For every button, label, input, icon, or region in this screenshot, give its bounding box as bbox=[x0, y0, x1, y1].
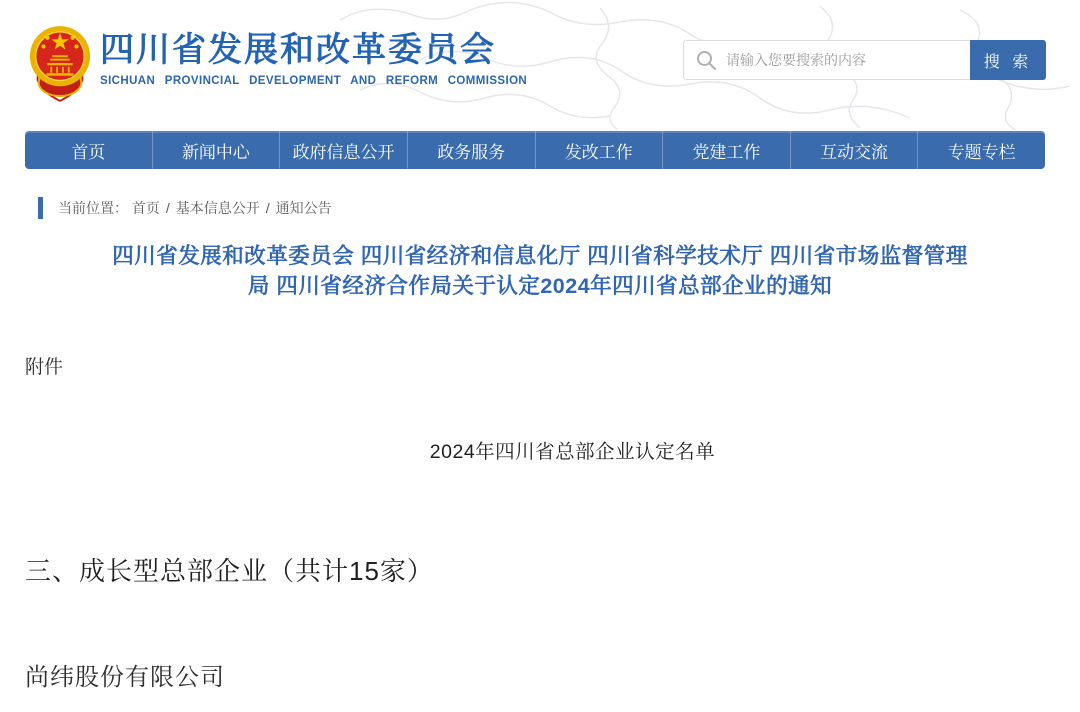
nav-item-news[interactable]: 新闻中心 bbox=[152, 131, 280, 169]
search-icon bbox=[695, 49, 717, 71]
breadcrumb-separator: / bbox=[165, 200, 170, 216]
breadcrumb-accent-bar bbox=[38, 197, 43, 219]
nav-item-party-building[interactable]: 党建工作 bbox=[662, 131, 790, 169]
site-title-english: SICHUAN PROVINCIAL DEVELOPMENT AND REFORM COMMISSION bbox=[100, 75, 528, 87]
breadcrumb-link-notices[interactable]: 通知公告 bbox=[275, 200, 332, 216]
breadcrumb-separator: / bbox=[265, 200, 270, 216]
nav-item-special-topics[interactable]: 专题专栏 bbox=[917, 131, 1045, 169]
search-button[interactable]: 搜 索 bbox=[970, 40, 1046, 80]
site-title: 四川省发展和改革委员会 bbox=[100, 31, 496, 69]
nav-item-ndrc-work[interactable]: 发改工作 bbox=[535, 131, 663, 169]
nav-item-home[interactable]: 首页 bbox=[71, 142, 106, 162]
breadcrumb-link-home[interactable]: 首页 bbox=[131, 200, 160, 216]
national-emblem-logo bbox=[27, 24, 93, 102]
notice-title bbox=[0, 241, 1080, 301]
site-header bbox=[0, 0, 1080, 130]
nav-item-gov-service[interactable]: 政务服务 bbox=[407, 131, 535, 169]
notice-title-text: 四川省发展和改革委员会 四川省经济和信息化厅 四川省科学技术厅 四川省市场监督管理局 四川省经济合作局关于认定2024年四川省总部企业的通知 bbox=[112, 244, 968, 298]
search-input[interactable] bbox=[683, 40, 970, 80]
brand bbox=[100, 30, 527, 87]
search-input-wrap bbox=[683, 40, 970, 80]
attachment-label: 附件 bbox=[25, 357, 64, 378]
breadcrumb-link-basic-info[interactable]: 基本信息公开 bbox=[175, 200, 260, 216]
nav-item-gov-info[interactable]: 政府信息公开 bbox=[279, 131, 407, 169]
company-name: 尚纬股份有限公司 bbox=[25, 664, 225, 691]
nav-item-interaction[interactable]: 互动交流 bbox=[790, 131, 918, 169]
list-title: 2024年四川省总部企业认定名单 bbox=[429, 441, 716, 463]
section-heading-growth-enterprises: 三、成长型总部企业（共计15家） bbox=[25, 556, 434, 586]
main-nav bbox=[25, 131, 1045, 169]
breadcrumb bbox=[38, 196, 332, 220]
search-box bbox=[683, 40, 1046, 80]
breadcrumb-prefix: 当前位置： bbox=[58, 200, 128, 216]
